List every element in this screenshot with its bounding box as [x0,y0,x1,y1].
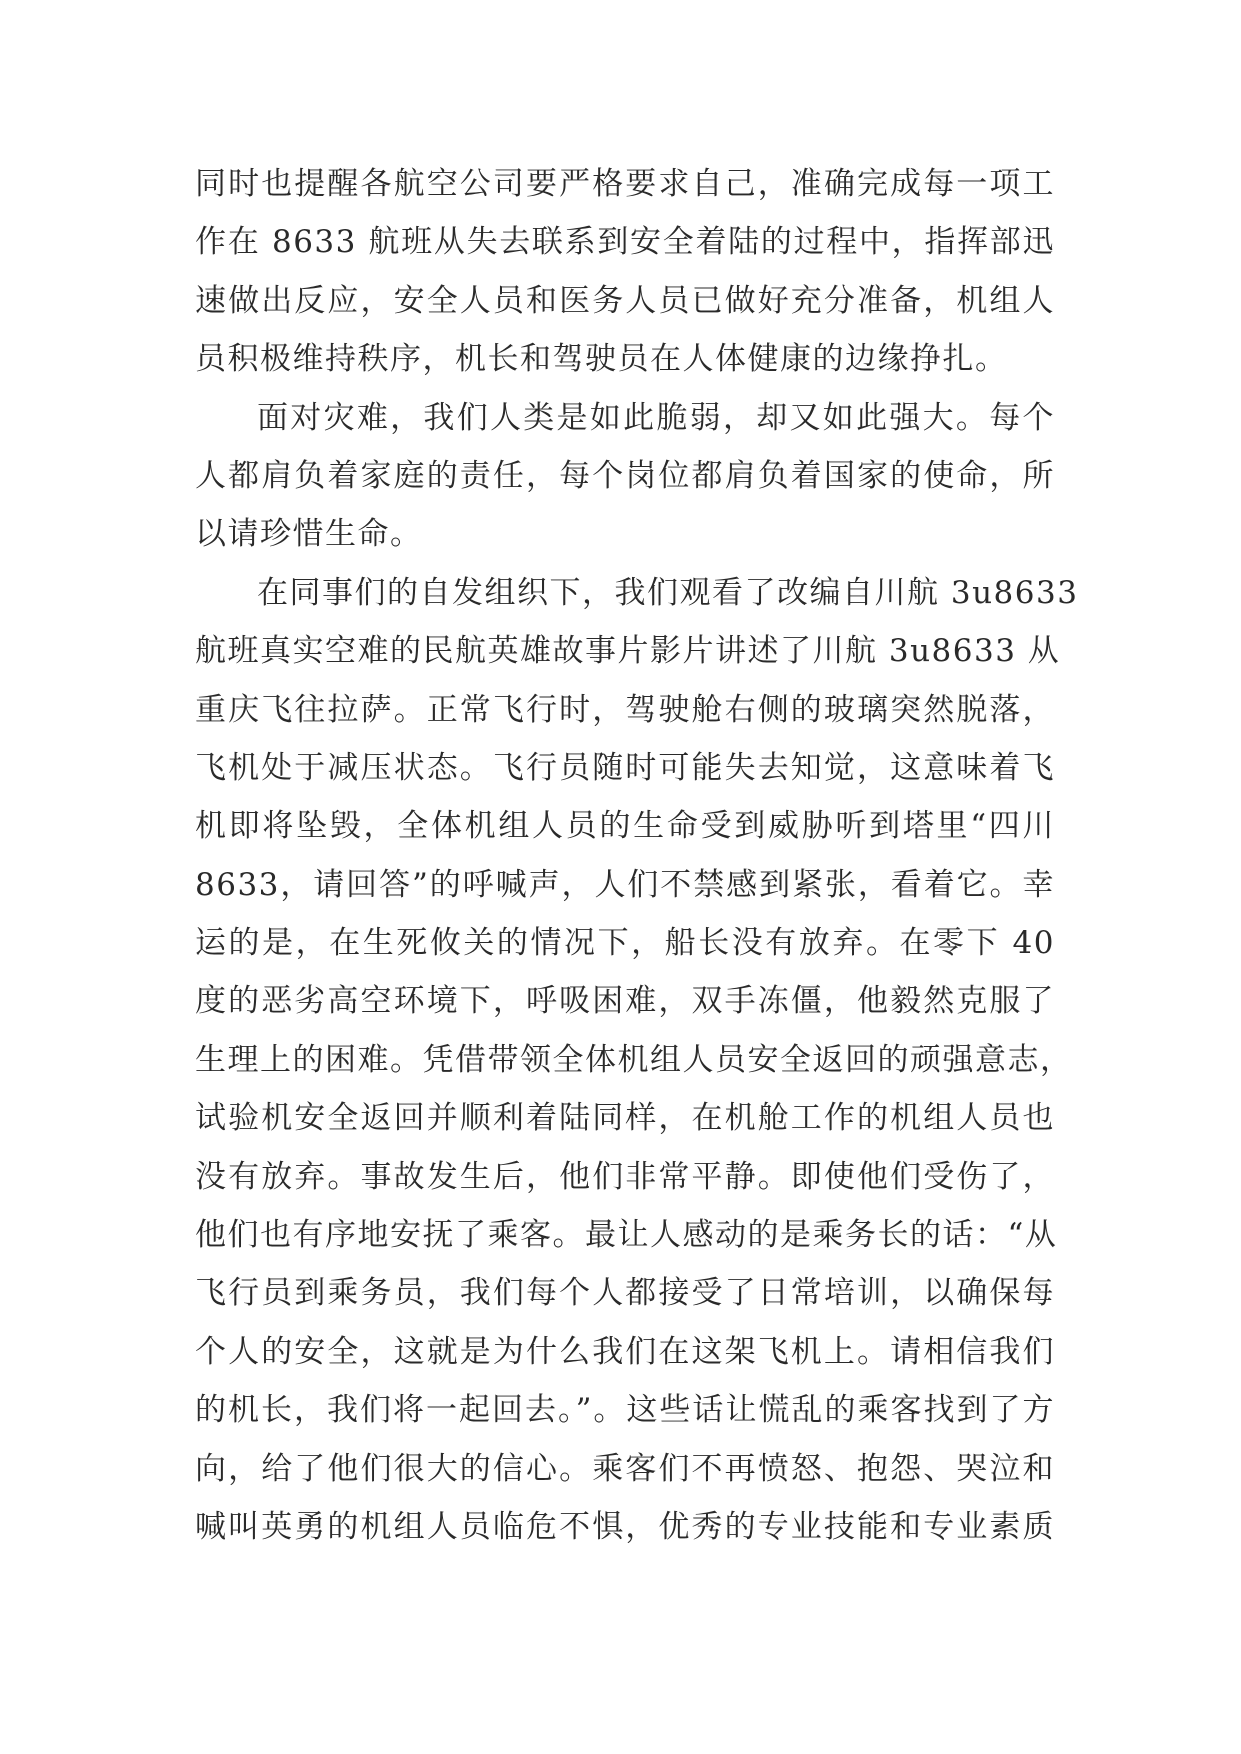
document-body-text [195,155,1079,1556]
text-line: 作在 8633 航班从失去联系到安全着陆的过程中，指挥部迅 [195,224,1055,261]
text-line: 面对灾难，我们人类是如此脆弱，却又如此强大。每个 [257,399,1055,436]
text-line: 以请珍惜生命。 [195,516,423,553]
text-line: 他们也有序地安抚了乘客。最让人感动的是乘务长的话：“从 [195,1217,1058,1254]
text-line: 试验机安全返回并顺利着陆同样，在机舱工作的机组人员也 [195,1100,1055,1137]
text-line: 个人的安全，这就是为什么我们在这架飞机上。请相信我们 [195,1333,1055,1370]
text-line: 人都肩负着家庭的责任，每个岗位都肩负着国家的使命，所 [195,457,1055,494]
text-line: 重庆飞往拉萨。正常飞行时，驾驶舱右侧的玻璃突然脱落， [195,691,1055,728]
text-line: 航班真实空难的民航英雄故事片影片讲述了川航 3u8633 从 [195,633,1061,670]
text-line: 没有放弃。事故发生后，他们非常平静。即使他们受伤了， [195,1158,1055,1195]
text-line: 飞行员到乘务员，我们每个人都接受了日常培训，以确保每 [195,1275,1055,1312]
text-line: 员积极维持秩序，机长和驾驶员在人体健康的边缘挣扎。 [195,341,1008,378]
text-line: 在同事们的自发组织下，我们观看了改编自川航 3u8633 [257,574,1079,611]
text-line: 喊叫英勇的机组人员临危不惧，优秀的专业技能和专业素质 [195,1508,1055,1545]
text-line: 飞机处于减压状态。飞行员随时可能失去知觉，这意味着飞 [195,749,1055,786]
text-line: 同时也提醒各航空公司要严格要求自己，准确完成每一项工 [195,166,1055,202]
text-line: 速做出反应，安全人员和医务人员已做好充分准备，机组人 [195,282,1055,319]
text-line: 机即将坠毁，全体机组人员的生命受到威胁听到塔里“四川 [195,808,1055,845]
text-line: 向，给了他们很大的信心。乘客们不再愤怒、抱怨、哭泣和 [195,1450,1055,1487]
text-line: 生理上的困难。凭借带领全体机组人员安全返回的顽强意志， [195,1041,1073,1078]
text-line: 度的恶劣高空环境下，呼吸困难，双手冻僵，他毅然克服了 [195,983,1055,1020]
text-line: 的机长，我们将一起回去。”。这些话让慌乱的乘客找到了方 [195,1392,1055,1429]
text-line: 运的是，在生死攸关的情况下，船长没有放弃。在零下 40 [195,925,1055,962]
text-line: 8633，请回答”的呼喊声，人们不禁感到紧张，看着它。幸 [195,866,1055,903]
